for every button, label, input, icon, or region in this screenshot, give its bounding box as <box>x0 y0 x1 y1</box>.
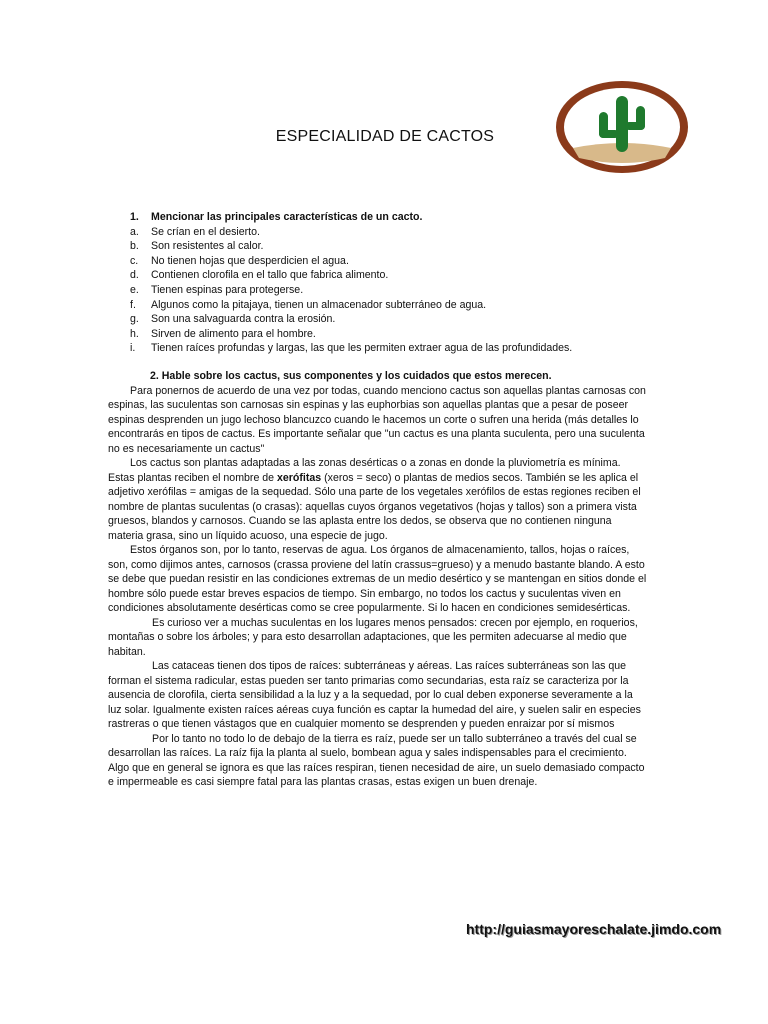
question-2 <box>108 369 648 790</box>
paragraph: Es curioso ver a muchas suculentas en los lugares menos pensados: crecen por ejemplo, en roquerios, montañas o sobre los árboles; y para esto desarrollan adaptaciones, que les permiten adecuarse al medio que habitan. <box>108 616 638 658</box>
list-item: g. Son una salvaguarda contra la erosión. <box>130 313 336 326</box>
list-item: a. Se crían en el desierto. <box>130 225 260 238</box>
question-1 <box>130 210 650 356</box>
footer-url: http://guiasmayoreschalate.jimdo.com <box>466 921 722 937</box>
paragraph: Los cactus son plantas adaptadas a las zonas desérticas o a zonas en donde la pluviometría es mínima. Estas plantas reciben el nombre de xerófitas (xeros = seco) o plantas de medios secos. También se les aplica el adjetivo xerófilas = amigas de la sequedad. Sólo una parte de los vegetales xerófilos de estas regiones reciben el nombre de plantas suculentas (o crasas): aquellas cuyos órganos vegetativos (hojas y tallos) son a primera vista gruesos, blandos y carnosos. Cuando se las aplasta entre los dedos, se observa que no contienen ninguna materia grasa, sino un líquido acuoso, una especie de jugo. <box>108 457 641 542</box>
question-1-heading: 1. Mencionar las principales características de un cacto. <box>130 211 423 223</box>
paragraph: Las cataceas tienen dos tipos de raíces: subterráneas y aéreas. Las raíces subterráneas son las que forman el sistema radicular, estas pueden ser tanto primarias como secundarias, esta raíz se caracteriza por la ausencia de clorofila, cierta sensibilidad a la luz y a la sequedad, por lo cual deben exponerse severamente a la luz solar. Igualmente existen raíces aéreas cuya función es captar la humedad del aire, y suelen salir en especies rastreras o que tienen vástagos que en cualquier momento se desprenden y pueden enraizar por sí mismos <box>108 660 641 730</box>
list-item: c. No tienen hojas que desperdicien el agua. <box>130 254 349 267</box>
list-item: b. Son resistentes al calor. <box>130 240 264 253</box>
list-item: h. Sirven de alimento para el hombre. <box>130 327 316 340</box>
question-2-heading: 2. Hable sobre los cactus, sus componentes y los cuidados que estos merecen. <box>150 370 552 382</box>
paragraph: Por lo tanto no todo lo de debajo de la tierra es raíz, puede ser un tallo subterráneo a través del cual se desarrollan las raíces. La raíz fija la planta al suelo, bombean agua y sales indispensables para el crecimiento. Algo que en general se ignora es que las raíces respiran, tienen necesidad de aire, un suelo demasiado compacto e impermeable es casi siempre fatal para las plantas crasas, estas exigen un buen drenaje. <box>108 732 645 788</box>
page-title: ESPECIALIDAD DE CACTOS <box>275 128 495 145</box>
list-item: e. Tienen espinas para protegerse. <box>130 283 304 296</box>
cactus-badge-icon <box>553 78 691 176</box>
paragraph: Para ponernos de acuerdo de una vez por todas, cuando menciono cactus son aquellas plantas carnosas con espinas, las suculentas son carnosas sin espinas y las euphorbias son aquellas plantas que a pesar de poseer espinas desprenden un jugo lechoso blancuzco cuando le hacemos un corte o sufren una herida (más detalles lo encontrarás en tipos de cactus. Es importante señalar que "un cactus es una planta suculenta, pero una suculenta no es necesariamente un cactus" <box>108 384 646 455</box>
list-item: d. Contienen clorofila en el tallo que fabrica alimento. <box>130 269 389 282</box>
paragraph: Estos órganos son, por lo tanto, reservas de agua. Los órganos de almacenamiento, tallos, hojas o raíces, son, como dijimos antes, carnosos (crassa proviene del latín crassus=grueso) y a menudo bastante blando. A esto se debe que puedan resistir en las condiciones extremas de un medio desértico y se mantengan en sitios donde el hombre sólo puede estar breves espacios de tiempo. Sin embargo, no todos los cactus y suculentas viven en condiciones absolutamente desérticas como se cree popularmente. Si lo hacen en condiciones semidesérticas. <box>108 544 647 614</box>
list-item: f. Algunos como la pitajaya, tienen un almacenador subterráneo de agua. <box>130 298 487 311</box>
list-item: i. Tienen raíces profundas y largas, las que les permiten extraer agua de las profundidades. <box>130 342 573 355</box>
